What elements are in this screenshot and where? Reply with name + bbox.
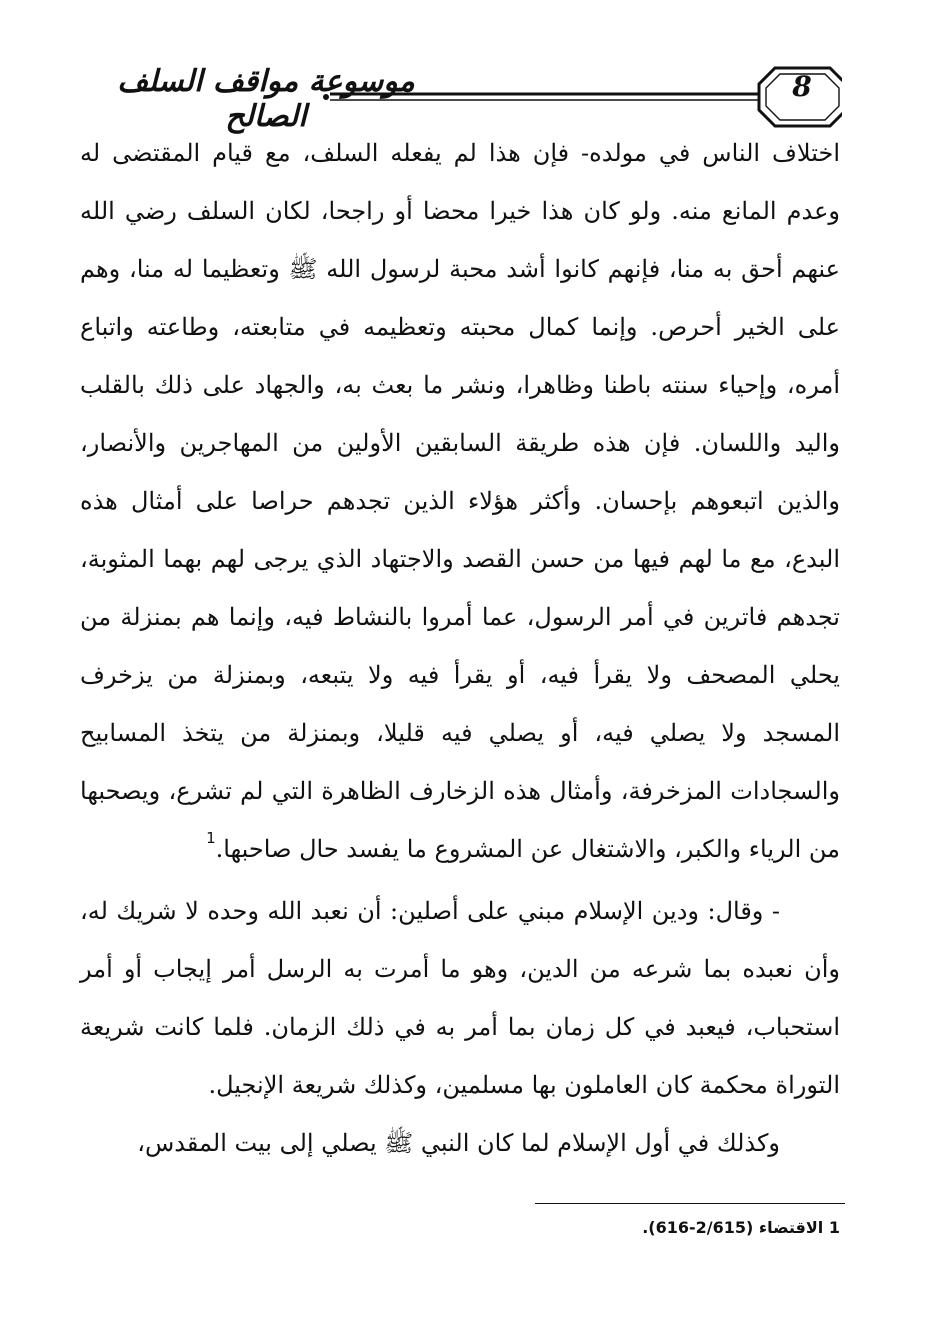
page-body	[80, 124, 840, 1172]
footnote-text: الاقتضاء (2/615-616).	[642, 1218, 824, 1237]
series-title: موسوعة مواقف السلف الصالح	[117, 64, 415, 134]
paragraph-text: اختلاف الناس في مولده- فإن هذا لم يفعله السلف، مع قيام المقتضى له وعدم المانع منه. ولو كان هذا خيرا محضا أو راجحا، لكان السلف رضي الله عنهم أحق به منا، فإنهم كانوا أشد محبة لرسول الله ﷺ وتعظيما له منا، وهم على الخير أحرص. وإنما كمال محبته وتعظيمه في متابعته، وطاعته واتباع أمره، وإحياء سنته باطنا وظاهرا، ونشر ما بعث به، والجهاد على ذلك بالقلب واليد واللسان. فإن هذه طريقة السابقين الأولين من المهاجرين والأنصار، والذين اتبعوهم بإحسان. وأكثر هؤلاء الذين تجدهم حراصا على أمثال هذه البدع، مع ما لهم فيها من حسن القصد والاجتهاد الذي يرجى لهم بهما المثوبة، تجدهم فاترين في أمر الرسول، عما أمروا بالنشاط فيه، وإنما هم بمنزلة من يحلي المصحف ولا يقرأ فيه، أو يقرأ فيه ولا يتبعه، وبمنزلة من يزخرف المسجد ولا يصلي فيه، أو يصلي فيه قليلا، وبمنزلة من يتخذ المسابيح والسجادات المزخرفة، وأمثال هذه الزخارف الظاهرة التي لم تشرع، ويصحبها من الرياء والكبر، والاشتغال عن المشروع ما يفسد حال صاحبها.	[80, 139, 841, 863]
footnote	[500, 1218, 840, 1237]
paragraph: - وقال: ودين الإسلام مبني على أصلين: أن نعبد الله وحده لا شريك له، وأن نعبده بما شرعه من الدين، وهو ما أمرت به الرسل أمر إيجاب أو أمر استحباب، فيعبد في كل زمان بما أمر به في ذلك الزمان. فلما كانت شريعة التوراة محكمة كان العاملون بها مسلمين، وكذلك شريعة الإنجيل.	[80, 897, 840, 1099]
footnote-number: 1	[828, 1218, 840, 1237]
page-number: 8	[792, 70, 812, 103]
footnote-reference: 1	[206, 829, 216, 847]
paragraph	[80, 124, 840, 878]
paragraph: وكذلك في أول الإسلام لما كان النبي ﷺ يصلي إلى بيت المقدس،	[137, 1129, 780, 1157]
page-header	[60, 60, 842, 134]
footnote-divider	[535, 1203, 845, 1204]
